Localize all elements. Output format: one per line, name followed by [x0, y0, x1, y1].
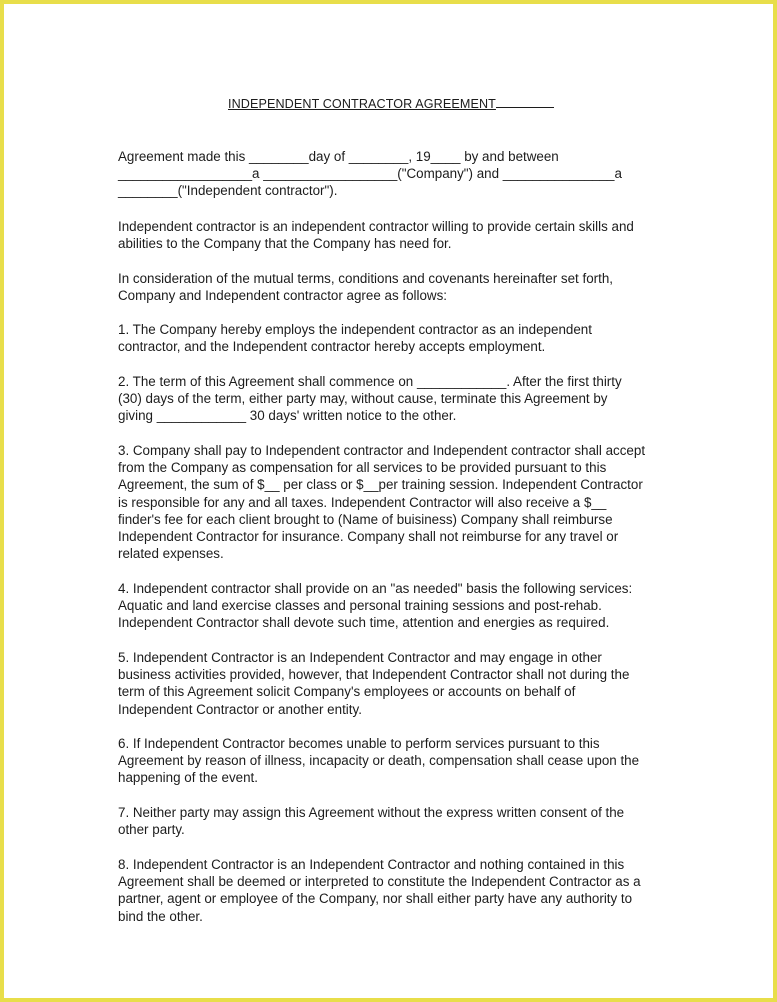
paragraph-10	[118, 804, 688, 838]
paragraph-line: ________("Independent contractor").	[118, 183, 338, 199]
paragraph-line: abilities to the Company that the Company has need for.	[118, 236, 452, 252]
paragraph-line: In consideration of the mutual terms, conditions and covenants hereinafter set forth,	[118, 271, 613, 286]
paragraph-line: happening of the event.	[118, 770, 258, 786]
paragraph-5	[118, 373, 688, 425]
paragraph-1	[118, 148, 688, 200]
document-title	[228, 96, 554, 111]
paragraph-line: 1. The Company hereby employs the independent contractor as an independent	[118, 322, 592, 337]
paragraph-6	[118, 442, 688, 562]
paragraph-line: 3. Company shall pay to Independent contractor and Independent contractor shall accept	[118, 443, 646, 458]
paragraph-line: business activities provided, however, that Independent Contractor shall not during the	[118, 667, 630, 683]
paragraph-line: Agreement by reason of illness, incapacity or death, compensation shall cease upon the	[118, 753, 640, 769]
paragraph-line: Agreement, the sum of $__ per class or $__per training session. Independent Contractor	[118, 477, 643, 493]
paragraph-line: 4. Independent contractor shall provide on an "as needed" basis the following services:	[118, 581, 633, 596]
paragraph-line: from the Company as compensation for all services to be provided pursuant to this	[118, 460, 607, 476]
paragraph-3	[118, 270, 688, 304]
paragraph-2	[118, 218, 688, 252]
paragraph-line: Independent Contractor for insurance. Company shall not reimburse for any travel or	[118, 529, 619, 545]
paragraph-line: Company and Independent contractor agree as follows:	[118, 288, 448, 304]
paragraph-line: 7. Neither party may assign this Agreement without the express written consent of the	[118, 805, 625, 820]
paragraph-line: Independent Contractor shall devote such time, attention and energies as required.	[118, 615, 610, 631]
paragraph-line: bind the other.	[118, 908, 203, 924]
paragraph-line: (30) days of the term, either party may, without cause, terminate this Agreement by	[118, 391, 608, 407]
document-title-text: INDEPENDENT CONTRACTOR AGREEMENT	[228, 97, 496, 111]
paragraph-line: Agreement made this ________day of ________, 19____ by and between	[118, 149, 559, 164]
paragraph-4	[118, 321, 688, 355]
paragraph-line: 5. Independent Contractor is an Independent Contractor and may engage in other	[118, 650, 602, 665]
paragraph-line: Independent contractor is an independent contractor willing to provide certain skills and	[118, 219, 634, 234]
paragraph-line: 8. Independent Contractor is an Independent Contractor and nothing contained in this	[118, 857, 625, 872]
paragraph-line: Independent Contractor or another entity.	[118, 701, 362, 717]
paragraph-line: Agreement shall be deemed or interpreted to constitute the Independent Contractor as a	[118, 874, 641, 890]
paragraph-line: other party.	[118, 822, 185, 838]
paragraph-8	[118, 649, 688, 718]
paragraph-line: partner, agent or employee of the Company, nor shall either party have any authority to	[118, 891, 633, 907]
paragraph-11	[118, 856, 688, 925]
paragraph-line: contractor, and the Independent contractor hereby accepts employment.	[118, 339, 546, 355]
paragraph-line: 6. If Independent Contractor becomes unable to perform services pursuant to this	[118, 736, 600, 751]
paragraph-line: 2. The term of this Agreement shall commence on ____________. After the first thirty	[118, 374, 622, 389]
paragraph-line: is responsible for any and all taxes. Independent Contractor will also receive a $__	[118, 494, 607, 510]
paragraph-7	[118, 580, 688, 632]
paragraph-line: term of this Agreement solicit Company's employees or accounts on behalf of	[118, 684, 576, 700]
title-underline	[496, 96, 554, 108]
paragraph-9	[118, 735, 688, 787]
paragraph-line: giving ____________ 30 days' written notice to the other.	[118, 408, 457, 424]
paragraph-line: related expenses.	[118, 546, 224, 562]
paragraph-line: finder's fee for each client brought to (Name of buisiness) Company shall reimburse	[118, 511, 613, 527]
paragraph-line: Aquatic and land exercise classes and personal training sessions and post-rehab.	[118, 598, 602, 614]
paragraph-line: __________________a __________________("Company") and _______________a	[118, 166, 622, 182]
